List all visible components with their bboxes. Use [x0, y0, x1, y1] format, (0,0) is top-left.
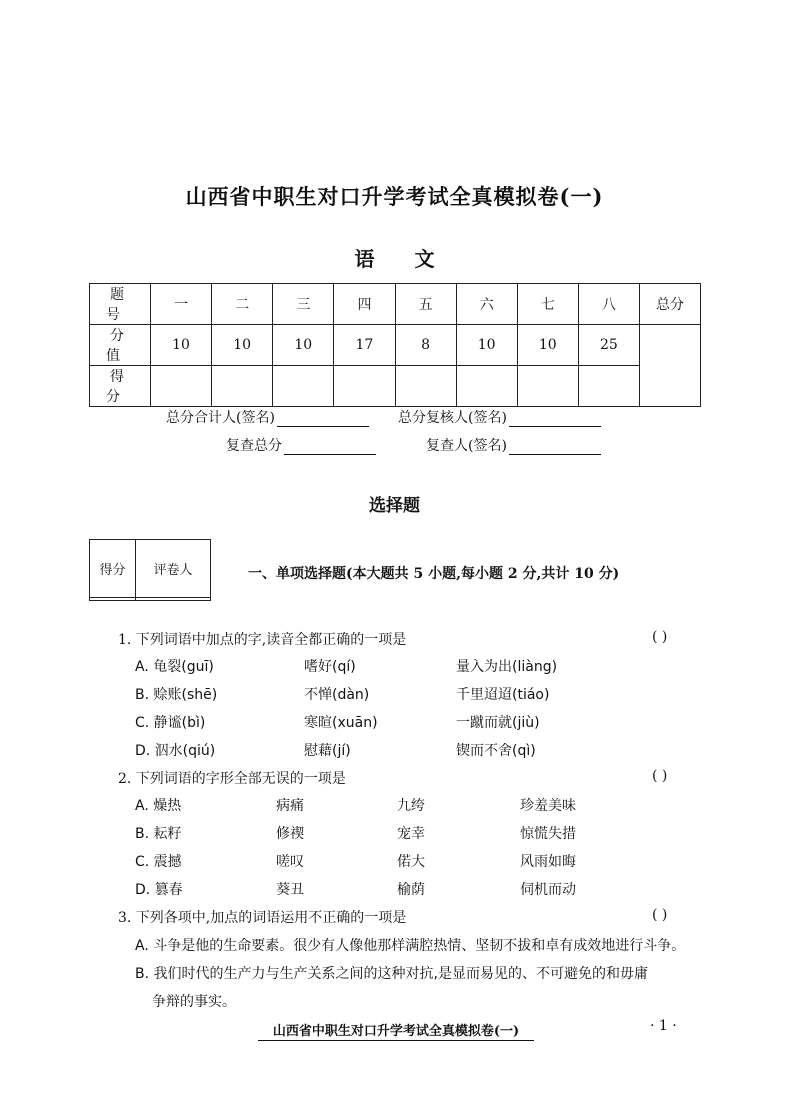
option-item: 嗜好(qí): [304, 659, 356, 675]
total-header: 总分: [640, 284, 701, 325]
subject-title: 语文: [354, 247, 475, 271]
grader-reviewer-cell[interactable]: [136, 598, 211, 601]
obtained-score-cell[interactable]: [212, 366, 273, 407]
option-item: 病痛: [276, 798, 304, 814]
option-item: 修禊: [276, 826, 304, 842]
score-value: 10: [456, 325, 517, 366]
signature-line[interactable]: [509, 412, 601, 427]
col-header: 二: [212, 284, 273, 325]
option-item: D. 篡春: [135, 882, 183, 898]
option-item: 锲而不舍(qì): [456, 743, 536, 759]
signature-line[interactable]: [284, 440, 376, 455]
score-value: 10: [151, 325, 212, 366]
row-label: 题 号: [90, 284, 151, 325]
col-header: 一: [151, 284, 212, 325]
obtained-score-cell[interactable]: [273, 366, 334, 407]
option-item: A. 斗争是他的生命要素。很少有人像他那样满腔热情、坚韧不拔和卓有成效地进行斗争。: [135, 938, 686, 954]
col-header: 四: [334, 284, 395, 325]
option-item: B. 赊账(shē): [135, 687, 218, 703]
col-header: 三: [273, 284, 334, 325]
question-stem: 3. 下列各项中,加点的词语运用不正确的一项是: [118, 910, 407, 926]
option-item: C. 静谧(bì): [135, 715, 206, 731]
option-item: 偌大: [397, 854, 425, 870]
option-item: 葵丑: [276, 882, 304, 898]
grader-box: [89, 539, 211, 601]
option-item: 榆荫: [397, 882, 425, 898]
option-item: 宠幸: [397, 826, 425, 842]
option-item: 量入为出(liàng): [456, 659, 558, 675]
obtained-score-cell[interactable]: [395, 366, 456, 407]
part-one-heading: 一、单项选择题(本大题共 5 小题,每小题 2 分,共计 10 分): [248, 566, 620, 582]
option-item: B. 耘籽: [135, 826, 182, 842]
col-header: 八: [578, 284, 639, 325]
obtained-score-cell[interactable]: [578, 366, 639, 407]
answer-paren[interactable]: ( ): [652, 629, 668, 645]
answer-paren[interactable]: ( ): [652, 768, 668, 784]
option-item: 不惮(dàn): [304, 687, 370, 703]
signature-line[interactable]: [277, 412, 369, 427]
signature-total-calc: [166, 407, 369, 427]
signature-label: 总分复核人(签名): [398, 410, 507, 426]
grader-score-label: 得分: [90, 540, 136, 598]
answer-paren[interactable]: ( ): [652, 907, 668, 923]
option-item: 千里迢迢(tiáo): [456, 687, 550, 703]
grader-reviewer-label: 评卷人: [136, 540, 211, 598]
obtained-score-cell[interactable]: [334, 366, 395, 407]
table-row: [90, 540, 211, 598]
option-item: 一蹴而就(jiù): [456, 715, 540, 731]
exam-title: 山西省中职生对口升学考试全真模拟卷(一): [185, 184, 604, 209]
row-label: 分 值: [90, 325, 151, 366]
signature-label: 复查总分: [226, 438, 282, 454]
signature-label: 总分合计人(签名): [166, 410, 275, 426]
option-item: 争辩的事实。: [152, 994, 236, 1010]
option-item: 伺机而动: [520, 882, 576, 898]
signature-total-review: [398, 407, 601, 427]
col-header: 六: [456, 284, 517, 325]
signature-label: 复查人(签名): [426, 438, 507, 454]
score-value: 10: [517, 325, 578, 366]
col-header: 五: [395, 284, 456, 325]
question-stem: 2. 下列词语的字形全部无误的一项是: [118, 771, 346, 787]
section-title: 选择题: [369, 496, 420, 516]
option-item: 慰藉(jí): [304, 743, 351, 759]
option-item: 九绔: [397, 798, 425, 814]
option-item: D. 泅水(qiú): [135, 743, 216, 759]
option-item: 寒暄(xuān): [304, 715, 378, 731]
table-row: [90, 366, 701, 407]
score-table: [89, 283, 701, 407]
option-item: 惊慌失措: [520, 826, 576, 842]
question-stem: 1. 下列词语中加点的字,读音全都正确的一项是: [118, 632, 407, 648]
option-item: C. 震撼: [135, 854, 182, 870]
score-value: 8: [395, 325, 456, 366]
score-value: 25: [578, 325, 639, 366]
table-row: [90, 598, 211, 601]
row-label: 得 分: [90, 366, 151, 407]
obtained-score-cell[interactable]: [517, 366, 578, 407]
table-row: [90, 284, 701, 325]
obtained-score-cell[interactable]: [456, 366, 517, 407]
option-item: A. 龟裂(guī): [135, 659, 214, 675]
obtained-score-cell[interactable]: [151, 366, 212, 407]
score-value: 10: [273, 325, 334, 366]
option-item: B. 我们时代的生产力与生产关系之间的这种对抗,是显而易见的、不可避免的和毋庸: [135, 966, 648, 982]
signature-line[interactable]: [509, 440, 601, 455]
signature-recheck-person: [426, 435, 601, 455]
option-item: 嗟叹: [276, 854, 304, 870]
score-value: 10: [212, 325, 273, 366]
option-item: 珍羞美味: [520, 798, 576, 814]
option-item: A. 燥热: [135, 798, 182, 814]
page-footer: 山西省中职生对口升学考试全真模拟卷(一): [258, 1020, 534, 1041]
signature-recheck-total: [226, 435, 376, 455]
score-value: 17: [334, 325, 395, 366]
col-header: 七: [517, 284, 578, 325]
table-row: [90, 325, 701, 366]
page-number: · 1 ·: [650, 1018, 677, 1034]
grader-score-cell[interactable]: [90, 598, 136, 601]
total-score-cell[interactable]: [640, 325, 701, 407]
option-item: 风雨如晦: [520, 854, 576, 870]
